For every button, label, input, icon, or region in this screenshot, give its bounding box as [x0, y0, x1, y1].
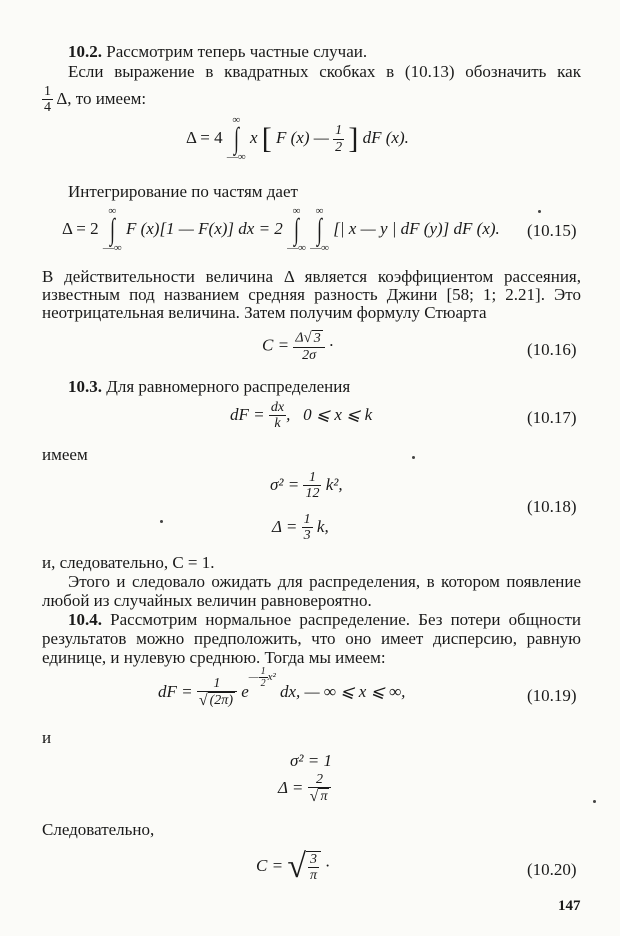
eq-term: σ² = 1 [290, 751, 332, 770]
int-upper: ∞ [108, 205, 117, 217]
frac-num: 1 [303, 470, 321, 486]
eq-term: e [241, 681, 249, 701]
sqrt-arg: π [320, 789, 328, 805]
frac-num: 1 [335, 123, 343, 139]
sqrt: √ $\frac{3}{\pi}$ [287, 850, 321, 884]
paragraph-line [42, 445, 88, 465]
paragraph-text: известным под названием средняя разность Джини [58; 1; 2.21]. Это [42, 285, 581, 304]
section-10-2-heading [68, 42, 367, 62]
paragraph-line [68, 182, 298, 202]
frac-den: 2 [335, 139, 343, 155]
eq-lhs: dF = [230, 404, 265, 424]
int-upper: ∞ [232, 114, 241, 126]
paragraph-line [42, 591, 372, 611]
eq-term: dF (x). [362, 127, 409, 147]
paragraph-text: имеем [42, 445, 88, 464]
section-label: 10.3. [68, 377, 102, 396]
equation-10-20: C = √ $\frac{3}{\pi}$ · [256, 848, 330, 885]
equation-10-19 [158, 666, 406, 710]
int-upper: ∞ [315, 205, 324, 217]
frac-den: 2 [260, 678, 266, 690]
int-symbol: ∫ [109, 213, 115, 246]
eq-lhs: Δ = [278, 777, 304, 797]
paragraph-text: В действительности величина Δ является коэффициентом рассеяния, [42, 267, 581, 286]
paragraph-line [42, 728, 51, 748]
frac-den [197, 692, 237, 710]
eq-lhs: C = [256, 855, 284, 875]
sqrt-arg: (2π) [209, 693, 233, 709]
int-lower: —∞ [102, 242, 122, 254]
paragraph-text: и, следовательно, C = 1. [42, 553, 215, 572]
frac-num: 3 [308, 852, 319, 868]
equation-delta: Δ = 4 ∞ ∫ —∞ x [ F (x) — $\frac{1}{2}$ ] dF (x). [186, 114, 409, 163]
equation-number: (10.15) [527, 221, 577, 240]
paragraph-line [68, 572, 581, 592]
fraction [293, 330, 324, 363]
equation-delta-uniform [272, 512, 329, 544]
sqrt-arg [306, 851, 321, 884]
exp-term: x² [267, 671, 276, 684]
eq-term: F (x) — [275, 127, 329, 147]
int-lower: —∞ [310, 242, 329, 254]
eq-lhs: σ² = [270, 474, 300, 494]
sqrt: √ (2π) [198, 692, 233, 710]
paragraph-text: Рассмотрим нормальное распределение. Без потери общности [110, 610, 581, 629]
eq-term: x [249, 127, 258, 147]
fraction [303, 470, 321, 502]
frac-num [293, 330, 324, 348]
frac-num: 1 [44, 84, 51, 99]
fraction [308, 852, 319, 884]
frac-den: 3 [303, 528, 311, 544]
eq-term: F (x)[1 — F(x)] dx = 2 [125, 218, 283, 238]
frac-num-part: Δ [295, 330, 304, 346]
frac-num: dx [270, 400, 285, 415]
paragraph-text: результатов можно предположить, что оно имеет дисперсию, равную [42, 629, 581, 648]
integral-sign [310, 206, 329, 254]
frac-num: 1 [197, 676, 237, 692]
eq-term: [| x — y | dF (y)] dF (x). [333, 218, 500, 238]
int-symbol: ∫ [233, 122, 239, 155]
frac-den: π [309, 868, 317, 883]
paragraph-text: Интегрирование по частям дает [68, 182, 298, 201]
eq-lhs: Δ = 2 [62, 218, 99, 238]
int-upper: ∞ [292, 205, 301, 217]
eq-lhs: Δ = 4 [186, 127, 223, 147]
speck [593, 800, 596, 803]
frac-den: 2σ [302, 347, 316, 363]
exponent [248, 666, 276, 690]
frac-den: 4 [44, 100, 51, 116]
eq-lhs: Δ = [272, 516, 298, 536]
fraction [269, 400, 286, 432]
frac-den [308, 788, 332, 806]
integral-sign [287, 206, 306, 254]
equation-delta-normal [278, 772, 331, 806]
sqrt-arg: 3 [313, 330, 321, 346]
eq-lhs: C = [262, 335, 290, 355]
eq-term: 0 ⩽ x ⩽ k [303, 404, 373, 424]
integral-sign [103, 206, 122, 254]
fraction [302, 512, 313, 544]
frac-num: 2 [308, 772, 332, 788]
frac-den: k [274, 416, 281, 432]
paragraph-line [42, 303, 487, 323]
equation-sigma [270, 470, 343, 502]
paragraph-line [42, 629, 581, 649]
equation-number: (10.20) [527, 860, 577, 879]
frac-den: 12 [305, 486, 320, 502]
eq-term: k, [316, 516, 329, 536]
paragraph-text: Рассмотрим теперь частные случаи. [106, 42, 368, 61]
section-10-3-heading [68, 377, 350, 397]
int-lower: —∞ [226, 151, 246, 163]
fraction [197, 676, 237, 710]
equation-sigma-normal [290, 752, 332, 769]
paragraph-text: Для равномерного распределения [106, 377, 351, 396]
equation-number: (10.19) [527, 686, 577, 705]
paragraph-text: Δ, то имеем: [56, 88, 147, 108]
section-label: 10.2. [68, 42, 102, 61]
equation-number: (10.16) [527, 340, 577, 359]
eq-term: k², [325, 474, 343, 494]
exp-sign: — [248, 671, 259, 684]
paragraph-line [68, 62, 581, 82]
paragraph-line [42, 648, 386, 668]
speck [412, 456, 415, 459]
paragraph-line [42, 84, 146, 116]
equation-10-17: dF = $\frac{dx}{k}$ , 0 ⩽ x ⩽ k [230, 400, 373, 432]
paragraph-text: любой из случайных величин равновероятно. [42, 591, 372, 610]
paragraph-line [42, 553, 215, 573]
paragraph-text: неотрицательная величина. Затем получим формулу Стюарта [42, 303, 487, 322]
int-lower: —∞ [287, 242, 306, 254]
paragraph-line [42, 267, 581, 287]
paragraph-line [42, 285, 581, 305]
paragraph-text: Этого и следовало ожидать для распределения, в котором появление [68, 572, 581, 591]
fraction [42, 84, 53, 116]
eq-lhs: dF = [158, 681, 193, 701]
page-number: 147 [558, 898, 581, 914]
section-label: 10.4. [68, 610, 102, 629]
fraction [259, 666, 268, 689]
sqrt: √ π [309, 788, 328, 806]
int-symbol: ∫ [317, 213, 323, 246]
speck [160, 520, 163, 523]
paragraph-text: и [42, 728, 52, 747]
paragraph-text: Если выражение в квадратных скобках в (10.13) обозначить как [68, 62, 581, 81]
eq-term: dx, — ∞ ⩽ x ⩽ ∞, [280, 681, 406, 701]
paragraph-line [42, 820, 154, 840]
section-10-4-heading [68, 610, 581, 630]
frac-num: 1 [260, 666, 266, 678]
speck [538, 210, 541, 213]
paragraph-text: Следовательно, [42, 820, 155, 839]
equation-10-15 [62, 206, 500, 254]
paragraph-text: единице, и нулевую среднюю. Тогда мы имеем: [42, 648, 386, 667]
sqrt: √ 3 [303, 330, 321, 346]
frac-num: 1 [303, 512, 311, 527]
integral-sign [227, 115, 246, 163]
fraction [333, 123, 344, 155]
equation-10-16: C = $\frac{\Delta√ 3}{2\sigma}$ · [262, 330, 334, 363]
equation-number: (10.17) [527, 408, 577, 427]
int-symbol: ∫ [294, 213, 299, 246]
equation-number: (10.18) [527, 497, 577, 516]
fraction [308, 772, 332, 806]
